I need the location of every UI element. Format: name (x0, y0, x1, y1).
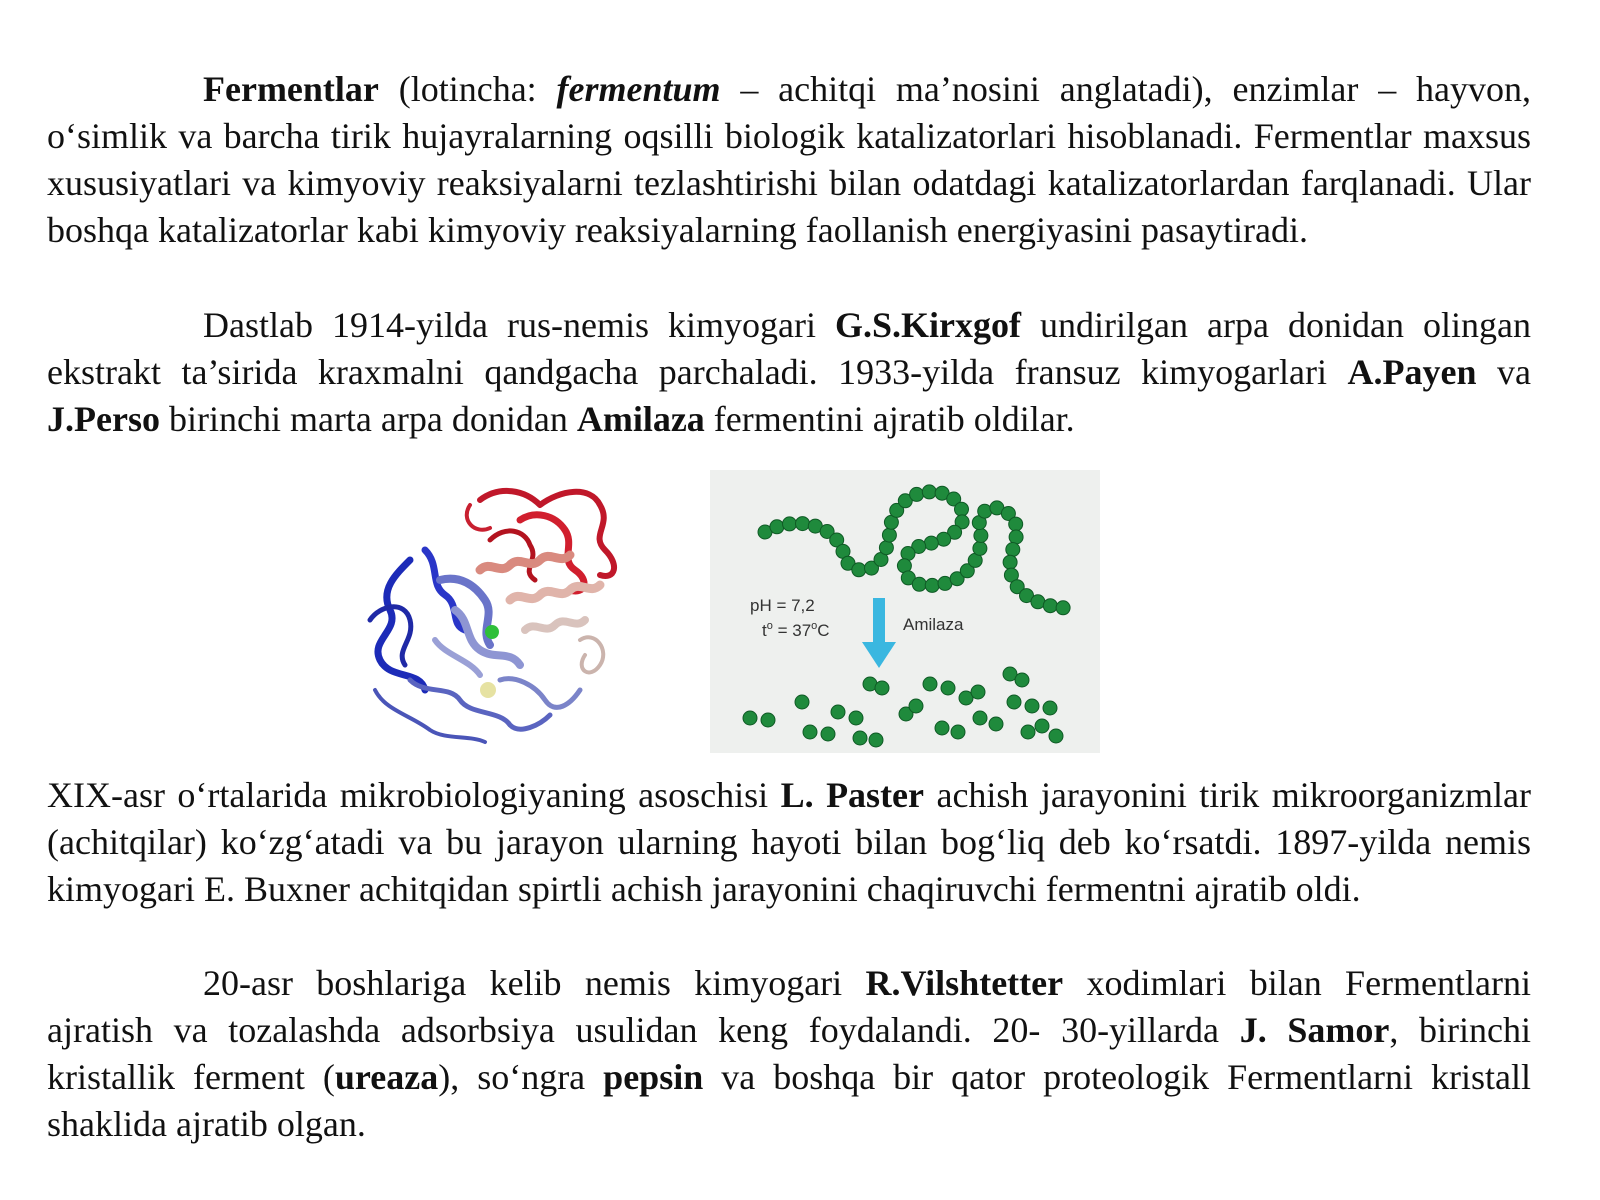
starch-bead (770, 520, 784, 534)
reaction-arrow-icon (862, 642, 896, 668)
name-payen: A.Payen (1347, 352, 1477, 392)
glucose-bead (853, 731, 867, 745)
glucose-bead (951, 725, 965, 739)
calcium-ion-icon (480, 682, 496, 698)
starch-bead (973, 541, 987, 555)
name-paster: L. Paster (780, 775, 925, 815)
starch-bead (852, 563, 866, 577)
glucose-bead (743, 711, 757, 725)
starch-bead (937, 532, 951, 546)
glucose-bead (1015, 673, 1029, 687)
name-kirxgof: G.S.Kirxgof (835, 305, 1021, 345)
glucose-bead (971, 685, 985, 699)
paragraph-history-1914: Dastlab 1914-yilda rus-nemis kimyogari G.S.Kirxgof undirilgan arpa donidan olingan ekstrakt ta’sirida kraxmalni qandgacha parchaladi. 1933-yilda fransuz kimyogarlari A.Payen va J.Perso birinchi marta arpa donidan Amilaza fermentini ajratib oldilar. (47, 305, 1531, 439)
glucose-bead (831, 705, 845, 719)
glucose-bead (923, 677, 937, 691)
term-fermentum: fermentum (556, 69, 721, 109)
ph-label: pH = 7,2 (750, 596, 815, 615)
starch-bead (924, 536, 938, 550)
amylase-starch-hydrolysis-diagram (710, 470, 1100, 753)
starch-bead (879, 541, 893, 555)
starch-bead (796, 517, 810, 531)
starch-bead (901, 547, 915, 561)
term-ureaza: ureaza (334, 1057, 439, 1097)
glucose-molecules (743, 667, 1063, 747)
glucose-bead (1035, 719, 1049, 733)
glucose-bead (941, 681, 955, 695)
starch-bead (1009, 517, 1023, 531)
glucose-bead (849, 711, 863, 725)
glucose-bead (1021, 725, 1035, 739)
glucose-bead (869, 733, 883, 747)
glucose-bead (803, 725, 817, 739)
glucose-bead (935, 721, 949, 735)
starch-bead (783, 517, 797, 531)
starch-bead (910, 487, 924, 501)
paragraph-20th-century: 20-asr boshlariga kelib nemis kimyogari R.Vilshtetter xodimlari bilan Fermentlarni ajratish va tozalashda adsorbsiya usulidan keng foydalandi. 20- 30-yillarda J. Samor, birinchi kristallik ferment (ureaza), so‘ngra pepsin va boshqa bir qator proteologik Fermentlarni kristall shaklida ajratib olgan. (47, 963, 1532, 1144)
starch-bead (925, 578, 939, 592)
starch-bead (1056, 601, 1070, 615)
glucose-bead (875, 681, 889, 695)
temperature-label: $t^o = 37^oC$ (762, 620, 830, 640)
paragraph-paster: XIX-asr o‘rtalarida mikrobiologiyaning asoschisi L. Paster achish jarayonini tirik mikroorganizmlar (achitqilar) ko‘zg‘atadi va bu jarayon ularning hayoti bilan bog‘liq deb ko‘rsatdi. 1897-yilda nemis kimyogari E. Buxner achitqidan spirtli achish jarayonini chaqiruvchi fermentni ajratib oldi. (47, 775, 1531, 909)
name-perso: J.Perso (47, 399, 160, 439)
glucose-bead (909, 699, 923, 713)
term-pepsin: pepsin (603, 1057, 704, 1097)
glucose-bead (973, 711, 987, 725)
starch-bead (922, 485, 936, 499)
reaction-arrow-shaft (873, 598, 885, 646)
starch-bead (1009, 530, 1023, 544)
term-fermentlar: Fermentlar (203, 69, 379, 109)
paragraph-intro: Fermentlar (lotincha: fermentum – achitqi ma’nosini anglatadi), enzimlar – hayvon, o‘simlik va barcha tirik hujayralarning oqsilli biologik katalizatorlari hisoblanadi. Fermentlar maxsus xususiyatlari va kimyoviy reaksiyalarni tezlashtirishi bilan odatdagi katalizatorlardan farqlanadi. Ular boshqa katalizatorlar kabi kimyoviy reaksiyalarning faollanish energiyasini pasaytiradi. (47, 69, 1531, 250)
starch-bead (882, 528, 896, 542)
glucose-bead (795, 695, 809, 709)
name-samor: J. Samor (1239, 1010, 1390, 1050)
glucose-bead (1007, 695, 1021, 709)
enzyme-label: Amilaza (903, 615, 964, 634)
glucose-bead (1025, 699, 1039, 713)
starch-bead (912, 577, 926, 591)
starch-bead (1031, 595, 1045, 609)
glucose-bead (821, 727, 835, 741)
term-amilaza: Amilaza (576, 399, 705, 439)
glucose-bead (1043, 701, 1057, 715)
starch-bead (1003, 555, 1017, 569)
glucose-bead (989, 717, 1003, 731)
enzyme-protein-structure-image (350, 480, 640, 750)
active-site-ion-icon (485, 625, 499, 639)
starch-bead (974, 529, 988, 543)
starch-bead (955, 502, 969, 516)
glucose-bead (1049, 729, 1063, 743)
glucose-bead (761, 713, 775, 727)
name-vilshtetter: R.Vilshtetter (865, 963, 1064, 1003)
starch-bead (1043, 599, 1057, 613)
starch-bead (1006, 543, 1020, 557)
